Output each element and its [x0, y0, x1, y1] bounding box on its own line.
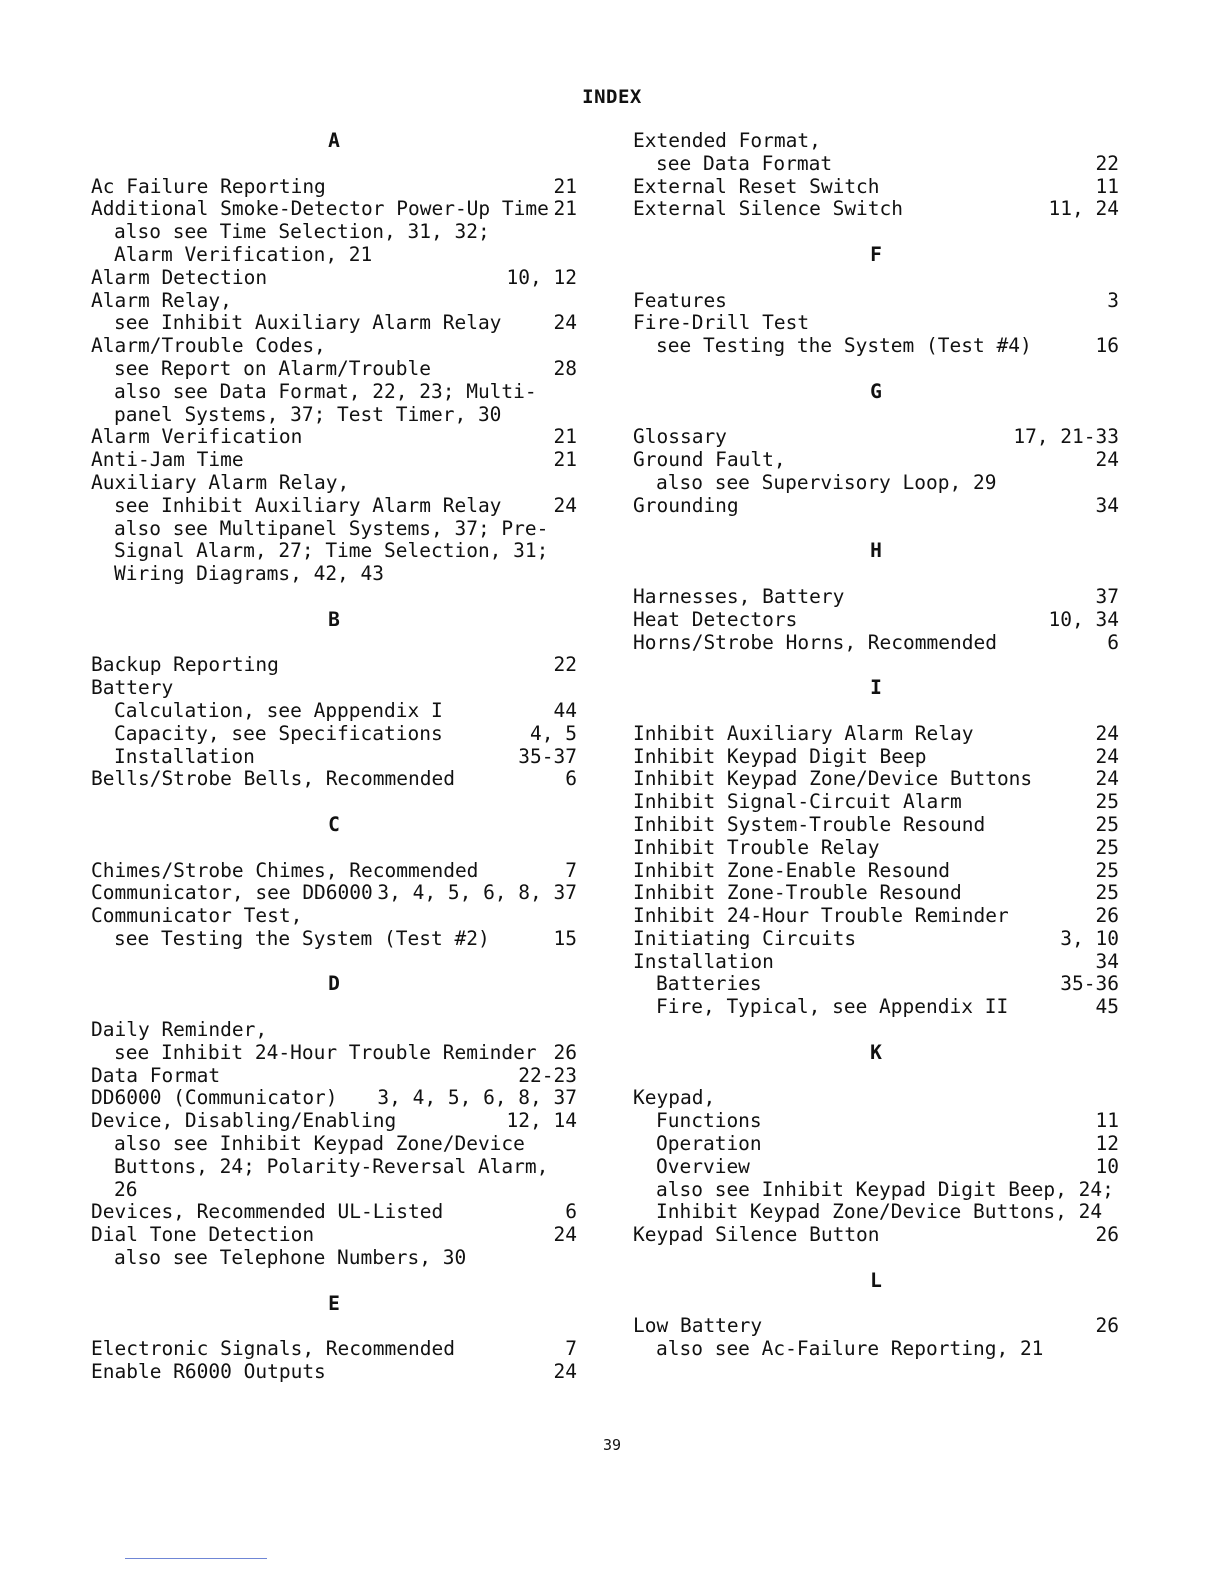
entry-text: Auxiliary Alarm Relay,: [91, 470, 350, 494]
index-entry: [633, 130, 1119, 153]
spacer: [633, 518, 1119, 541]
index-subentry: [91, 700, 577, 723]
index-entry: [633, 198, 1119, 221]
index-entry: [633, 426, 1119, 449]
entry-page: 45: [1095, 995, 1119, 1019]
entry-text: Batteries: [656, 972, 762, 996]
entry-page: 24: [1095, 767, 1119, 791]
spacer: [91, 837, 577, 860]
index-subentry: [91, 1179, 577, 1202]
index-entry: [633, 290, 1119, 313]
section-letter: H: [870, 539, 882, 563]
entry-text: DD6000 (Communicator): [91, 1086, 338, 1110]
entry-page: 26: [1095, 1314, 1119, 1338]
entry-page: 3, 10: [1060, 926, 1119, 950]
spacer: [633, 563, 1119, 586]
entry-page: 34: [1095, 949, 1119, 973]
page-title: INDEX: [582, 86, 642, 108]
entry-text: Installation: [114, 744, 255, 768]
spacer: [91, 1270, 577, 1293]
entry-page: 25: [1095, 790, 1119, 814]
spacer: [91, 1315, 577, 1338]
entry-text: Features: [633, 288, 727, 312]
index-subentry: [91, 358, 577, 381]
index-subentry: [91, 495, 577, 518]
entry-page: 34: [1095, 493, 1119, 517]
entry-text: Fire, Typical, see Appendix II: [656, 995, 1009, 1019]
entry-page: 4, 5: [530, 721, 577, 745]
entry-page: 21: [553, 425, 577, 449]
spacer: [91, 791, 577, 814]
entry-page: 26: [1095, 904, 1119, 928]
entry-page: 3, 4, 5, 6, 8, 37: [377, 881, 577, 905]
spacer: [91, 586, 577, 609]
entry-text: Alarm Relay,: [91, 288, 232, 312]
index-entry: [633, 632, 1119, 655]
entry-text: Horns/Strobe Horns, Recommended: [633, 630, 997, 654]
index-entry: [633, 1315, 1119, 1338]
index-entry: [633, 746, 1119, 769]
entry-text: see Testing the System (Test #2): [114, 926, 490, 950]
spacer: [633, 404, 1119, 427]
index-entry: [91, 1065, 577, 1088]
index-entry: [91, 1201, 577, 1224]
index-entry: [91, 176, 577, 199]
entry-text: Calculation, see Apppendix I: [114, 698, 443, 722]
entry-page: 6: [1107, 630, 1119, 654]
entry-page: 24: [553, 493, 577, 517]
entry-text: Alarm Verification, 21: [114, 242, 373, 266]
entry-page: 11: [1095, 1109, 1119, 1133]
entry-page: 22: [1095, 151, 1119, 175]
entry-text: Communicator Test,: [91, 904, 303, 928]
entry-text: External Reset Switch: [633, 174, 880, 198]
index-subentry: [633, 1179, 1119, 1202]
entry-page: 24: [553, 1360, 577, 1384]
entry-page: 26: [553, 1040, 577, 1064]
entry-page: 24: [1095, 721, 1119, 745]
index-subentry: [91, 563, 577, 586]
entry-text: Additional Smoke-Detector Power-Up Time: [91, 197, 549, 221]
entry-text: Ground Fault,: [633, 448, 786, 472]
spacer: [91, 951, 577, 974]
entry-text: Operation: [656, 1132, 762, 1156]
entry-page: 25: [1095, 835, 1119, 859]
entry-text: Inhibit Zone-Enable Resound: [633, 858, 950, 882]
entry-page: 10, 12: [506, 265, 577, 289]
entry-text: Harnesses, Battery: [633, 584, 845, 608]
entry-text: Keypad Silence Button: [633, 1223, 880, 1247]
section-letter: I: [870, 676, 882, 700]
entry-text: Chimes/Strobe Chimes, Recommended: [91, 858, 479, 882]
index-subentry: [633, 335, 1119, 358]
entry-text: see Data Format: [656, 151, 833, 175]
index-entry: [91, 1019, 577, 1042]
index-subentry: [91, 1156, 577, 1179]
entry-text: Anti-Jam Time: [91, 448, 244, 472]
index-entry: [91, 905, 577, 928]
index-subentry: [91, 746, 577, 769]
index-subentry: [633, 1110, 1119, 1133]
index-subentry: [633, 996, 1119, 1019]
spacer: [633, 1247, 1119, 1270]
index-entry: [633, 768, 1119, 791]
entry-page: 24: [1095, 448, 1119, 472]
index-entry: [633, 312, 1119, 335]
entry-page: 24: [553, 311, 577, 335]
index-entry: [91, 449, 577, 472]
entry-text: also see Ac-Failure Reporting, 21: [656, 1337, 1044, 1361]
entry-text: see Inhibit Auxiliary Alarm Relay: [114, 493, 502, 517]
entry-text: Inhibit Keypad Zone/Device Buttons: [633, 767, 1033, 791]
entry-text: Extended Format,: [633, 129, 821, 152]
entry-text: also see Time Selection, 31, 32;: [114, 220, 490, 244]
entry-text: Alarm/Trouble Codes,: [91, 334, 326, 358]
index-entry: [633, 609, 1119, 632]
index-subentry: [91, 381, 577, 404]
entry-page: 7: [565, 1337, 577, 1361]
index-subentry: [633, 1201, 1119, 1224]
entry-text: Functions: [656, 1109, 762, 1133]
spacer: [633, 700, 1119, 723]
spacer: [91, 996, 577, 1019]
entry-page: 25: [1095, 881, 1119, 905]
entry-text: Signal Alarm, 27; Time Selection, 31;: [114, 539, 549, 563]
index-entry: [633, 791, 1119, 814]
entry-text: Data Format: [91, 1063, 221, 1087]
index-entry: [633, 449, 1119, 472]
index-subentry: [91, 1133, 577, 1156]
spacer: [633, 654, 1119, 677]
entry-text: Alarm Verification: [91, 425, 303, 449]
entry-text: Enable R6000 Outputs: [91, 1360, 326, 1384]
page-number: 39: [602, 1436, 622, 1454]
index-entry: [91, 335, 577, 358]
entry-page: 25: [1095, 812, 1119, 836]
index-entry: [633, 1087, 1119, 1110]
index-entry: [91, 267, 577, 290]
spacer: [91, 153, 577, 176]
entry-text: panel Systems, 37; Test Timer, 30: [114, 402, 502, 426]
index-subentry: [633, 1156, 1119, 1179]
entry-page: 22-23: [518, 1063, 577, 1087]
entry-text: Devices, Recommended UL-Listed: [91, 1200, 444, 1224]
entry-page: 11: [1095, 174, 1119, 198]
entry-text: Daily Reminder,: [91, 1018, 268, 1042]
entry-page: 6: [565, 767, 577, 791]
index-subentry: [91, 1247, 577, 1270]
entry-text: Inhibit Auxiliary Alarm Relay: [633, 721, 974, 745]
index-entry: [91, 198, 577, 221]
entry-page: 16: [1095, 334, 1119, 358]
entry-text: also see Multipanel Systems, 37; Pre-: [114, 516, 549, 540]
index-entry: [91, 1224, 577, 1247]
entry-page: 44: [553, 698, 577, 722]
entry-page: 21: [553, 197, 577, 221]
index-entry: [633, 1224, 1119, 1247]
entry-text: Wiring Diagrams, 42, 43: [114, 562, 385, 586]
index-subentry: [91, 723, 577, 746]
entry-text: Ac Failure Reporting: [91, 174, 326, 198]
entry-page: 3, 4, 5, 6, 8, 37: [377, 1086, 577, 1110]
entry-text: also see Telephone Numbers, 30: [114, 1246, 467, 1270]
entry-text: Buttons, 24; Polarity-Reversal Alarm,: [114, 1154, 549, 1178]
section-letter: D: [328, 972, 340, 996]
entry-text: Overview: [656, 1154, 750, 1178]
entry-text: Electronic Signals, Recommended: [91, 1337, 455, 1361]
index-subentry: [633, 973, 1119, 996]
index-subentry: [633, 1338, 1119, 1361]
entry-page: 10: [1095, 1154, 1119, 1178]
spacer: [633, 221, 1119, 244]
footer-rule: [125, 1558, 267, 1559]
entry-text: Grounding: [633, 493, 739, 517]
index-entry: [633, 814, 1119, 837]
entry-text: 26: [114, 1177, 138, 1201]
entry-page: 6: [565, 1200, 577, 1224]
entry-text: also see Inhibit Keypad Digit Beep, 24;: [656, 1177, 1114, 1201]
index-entry: [633, 882, 1119, 905]
entry-text: Inhibit Signal-Circuit Alarm: [633, 790, 962, 814]
index-subentry: [633, 153, 1119, 176]
index-subentry: [91, 540, 577, 563]
entry-page: 35-37: [518, 744, 577, 768]
entry-page: 22: [553, 653, 577, 677]
entry-page: 24: [1095, 744, 1119, 768]
entry-text: see Inhibit 24-Hour Trouble Reminder: [114, 1040, 537, 1064]
section-letter: B: [328, 607, 340, 631]
index-entry: [91, 1338, 577, 1361]
entry-text: Heat Detectors: [633, 607, 798, 631]
index-entry: [633, 586, 1119, 609]
index-subentry: [91, 312, 577, 335]
section-letter: E: [328, 1291, 340, 1315]
spacer: [633, 267, 1119, 290]
entry-text: Installation: [633, 949, 774, 973]
entry-page: 21: [553, 174, 577, 198]
index-entry: [91, 768, 577, 791]
entry-text: see Testing the System (Test #4): [656, 334, 1032, 358]
spacer: [633, 1293, 1119, 1316]
entry-text: Initiating Circuits: [633, 926, 857, 950]
entry-text: also see Data Format, 22, 23; Multi-: [114, 379, 537, 403]
entry-page: 12, 14: [506, 1109, 577, 1133]
entry-text: also see Supervisory Loop, 29: [656, 470, 997, 494]
entry-page: 37: [1095, 584, 1119, 608]
index-entry: [633, 176, 1119, 199]
entry-text: Backup Reporting: [91, 653, 279, 677]
index-entry: [633, 495, 1119, 518]
index-entry: [91, 860, 577, 883]
entry-text: Inhibit Trouble Relay: [633, 835, 880, 859]
entry-page: 21: [553, 448, 577, 472]
entry-text: Capacity, see Specifications: [114, 721, 443, 745]
spacer: [633, 1019, 1119, 1042]
index-subentry: [91, 221, 577, 244]
section-letter: F: [870, 242, 882, 266]
section-letter: C: [328, 812, 340, 836]
entry-text: External Silence Switch: [633, 197, 904, 221]
entry-text: Device, Disabling/Enabling: [91, 1109, 397, 1133]
index-subentry: [91, 1042, 577, 1065]
entry-text: Glossary: [633, 425, 727, 449]
index-entry: [633, 837, 1119, 860]
entry-page: 12: [1095, 1132, 1119, 1156]
section-letter: L: [870, 1268, 882, 1292]
index-subentry: [91, 928, 577, 951]
index-entry: [633, 860, 1119, 883]
index-entry: [91, 1087, 577, 1110]
entry-text: Inhibit 24-Hour Trouble Reminder: [633, 904, 1009, 928]
index-entry: [633, 905, 1119, 928]
entry-text: see Report on Alarm/Trouble: [114, 356, 431, 380]
entry-text: Bells/Strobe Bells, Recommended: [91, 767, 455, 791]
entry-text: Dial Tone Detection: [91, 1223, 315, 1247]
index-entry: [91, 1361, 577, 1384]
entry-text: Battery: [91, 676, 174, 700]
entry-text: Inhibit Keypad Digit Beep: [633, 744, 927, 768]
index-entry: [91, 1110, 577, 1133]
entry-page: 35-36: [1060, 972, 1119, 996]
entry-text: Low Battery: [633, 1314, 763, 1338]
index-entry: [91, 882, 577, 905]
entry-page: 3: [1107, 288, 1119, 312]
index-right-column: [633, 130, 1119, 1361]
section-letter: G: [870, 379, 882, 403]
entry-text: Inhibit Zone-Trouble Resound: [633, 881, 962, 905]
entry-text: Inhibit Keypad Zone/Device Buttons, 24: [656, 1200, 1103, 1224]
entry-page: 17, 21-33: [1013, 425, 1119, 449]
entry-text: see Inhibit Auxiliary Alarm Relay: [114, 311, 502, 335]
entry-page: 24: [553, 1223, 577, 1247]
index-subentry: [91, 244, 577, 267]
entry-text: Inhibit System-Trouble Resound: [633, 812, 986, 836]
index-entry: [633, 951, 1119, 974]
index-subentry: [633, 472, 1119, 495]
entry-text: Communicator, see DD6000: [91, 881, 373, 905]
spacer: [633, 358, 1119, 381]
entry-page: 28: [553, 356, 577, 380]
spacer: [91, 632, 577, 655]
index-subentry: [91, 518, 577, 541]
entry-page: 7: [565, 858, 577, 882]
index-entry: [91, 290, 577, 313]
entry-page: 15: [553, 926, 577, 950]
index-entry: [91, 677, 577, 700]
index-subentry: [91, 404, 577, 427]
entry-page: 10, 34: [1048, 607, 1119, 631]
section-letter: A: [328, 129, 340, 152]
index-subentry: [633, 1133, 1119, 1156]
index-entry: [633, 723, 1119, 746]
index-entry: [91, 426, 577, 449]
entry-text: Keypad,: [633, 1086, 716, 1110]
entry-text: also see Inhibit Keypad Zone/Device: [114, 1132, 525, 1156]
section-letter: K: [870, 1040, 882, 1064]
index-left-column: [91, 130, 577, 1384]
index-entry: [633, 928, 1119, 951]
entry-page: 26: [1095, 1223, 1119, 1247]
entry-text: Alarm Detection: [91, 265, 268, 289]
entry-page: 25: [1095, 858, 1119, 882]
index-entry: [91, 654, 577, 677]
spacer: [633, 1065, 1119, 1088]
index-entry: [91, 472, 577, 495]
entry-text: Fire-Drill Test: [633, 311, 810, 335]
entry-page: 11, 24: [1048, 197, 1119, 221]
